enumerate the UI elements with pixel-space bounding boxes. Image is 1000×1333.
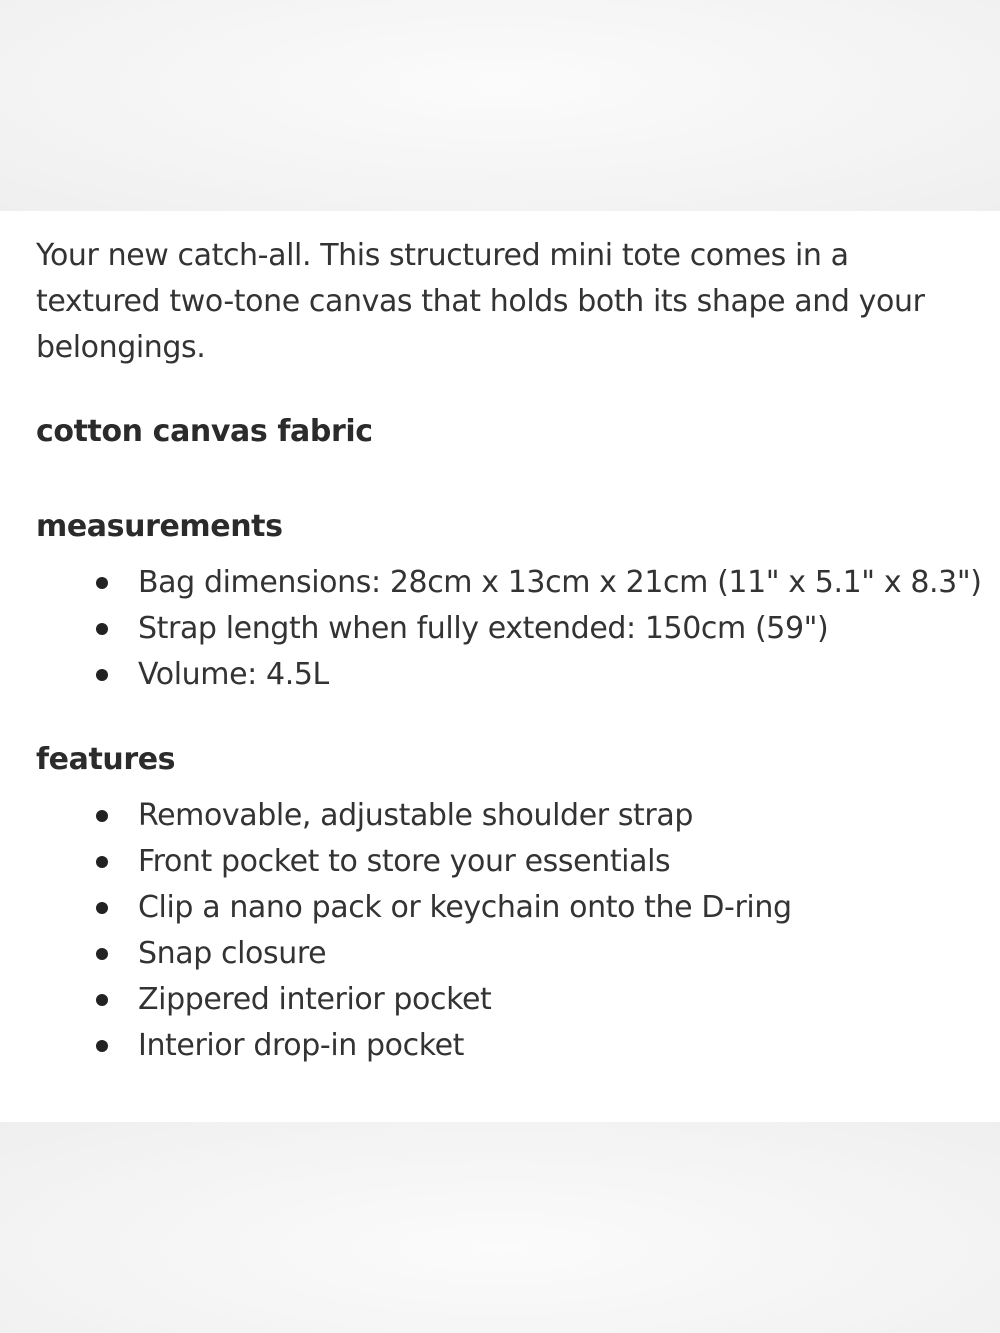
bullet-icon (96, 856, 108, 868)
product-description-panel (0, 211, 1000, 1122)
product-intro-text: Your new catch-all. This structured mini tote comes in a textured two-tone canvas that holds both its shape and your belongings. (36, 238, 925, 365)
list-item-text: Removable, adjustable shoulder strap (138, 798, 693, 833)
list-item-text: Zippered interior pocket (138, 982, 492, 1017)
bullet-icon (96, 994, 108, 1006)
bullet-icon (96, 948, 108, 960)
list-item-text: Clip a nano pack or keychain onto the D-ring (138, 890, 792, 925)
bullet-icon (96, 810, 108, 822)
list-item-text: Snap closure (138, 936, 327, 971)
list-item-text: Interior drop-in pocket (138, 1028, 465, 1063)
list-item-text: Strap length when fully extended: 150cm (59") (138, 611, 829, 646)
bullet-icon (96, 623, 108, 635)
bullet-icon (96, 577, 108, 589)
blurred-background-top (0, 0, 1000, 211)
list-item-text: Bag dimensions: 28cm x 13cm x 21cm (11" x 5.1" x 8.3") (138, 565, 982, 600)
bullet-icon (96, 902, 108, 914)
list-item-text: Volume: 4.5L (138, 657, 329, 692)
bullet-icon (96, 1040, 108, 1052)
bullet-icon (96, 669, 108, 681)
blurred-background-bottom (0, 1122, 1000, 1333)
list-item-text: Front pocket to store your essentials (138, 844, 671, 879)
fabric-heading: cotton canvas fabric (36, 414, 373, 449)
measurements-heading: measurements (36, 509, 283, 544)
features-heading: features (36, 742, 176, 777)
